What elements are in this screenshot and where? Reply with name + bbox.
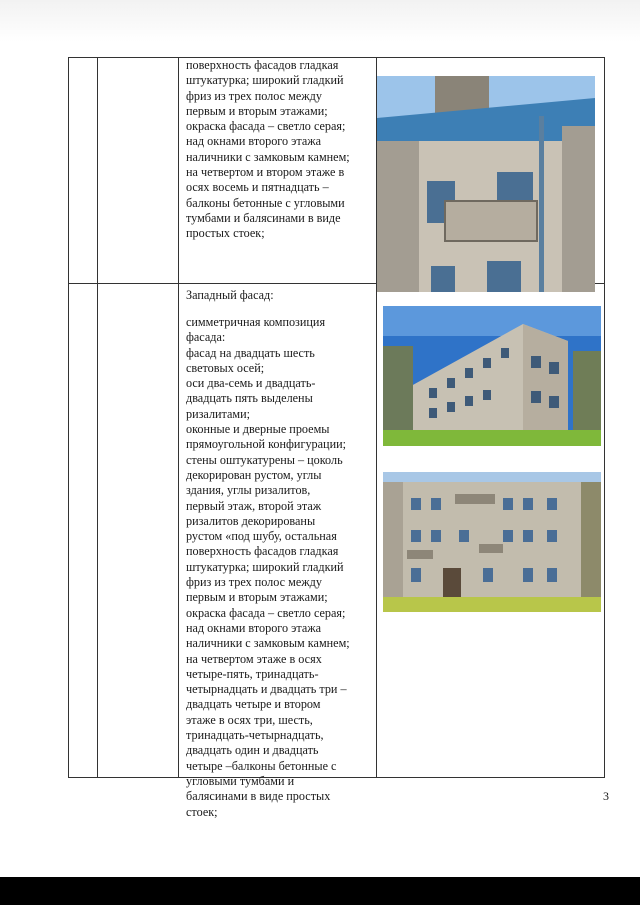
scan-border-bottom — [0, 877, 640, 905]
table-column-divider-1 — [97, 58, 98, 777]
facade-photo-corner-balcony — [377, 76, 595, 292]
page-number: 3 — [603, 789, 609, 803]
western-facade-photo-frontal — [383, 472, 601, 612]
table-column-divider-2 — [178, 58, 179, 777]
facade-description-text-1: поверхность фасадов гладкая штукатурка; широкий гладкий фриз из трех полос между первым и вторым этажами; окраска фасада – светло серая; над окнами второго этажа наличники с замковым камнем; на четвертом и втором этаже в осях восемь и пятнадцать – балконы бетонные с угловыми тумбами и балясинами в виде простых стоек; — [186, 58, 350, 241]
western-facade-description-text: симметричная композиция фасада: фасад на двадцать шесть световых осей; оси два-семь и двадцать- двадцать пять выделены ризалитами; оконные и дверные проемы прямоугольной конфигурации; стены оштукатурены – цоколь декорирован рустом, углы здания, углы ризалитов, первый этаж, второй этаж ризалитов декорированы рустом «под шубу, остальная поверхность фасадов гладкая штукатурка; широкий гладкий фриз из трех полос между первым и вторым этажами; окраска фасада – светло серая; над окнами второго этажа наличники с замковым камнем; на четвертом этаже в осях четыре-пять, тринадцать- четырнадцать и двадцать три – двадцать четыре и втором этаже в осях три, шесть, тринадцать-четырнадцать, двадцать один и двадцать четыре –балконы бетонные с угловыми тумбами и балясинами в виде простых стоек; — [186, 315, 350, 819]
western-facade-heading: Западный фасад: — [186, 288, 274, 302]
scan-shadow-top — [0, 0, 640, 42]
western-facade-photo-perspective — [383, 306, 601, 446]
document-table — [68, 57, 605, 819]
